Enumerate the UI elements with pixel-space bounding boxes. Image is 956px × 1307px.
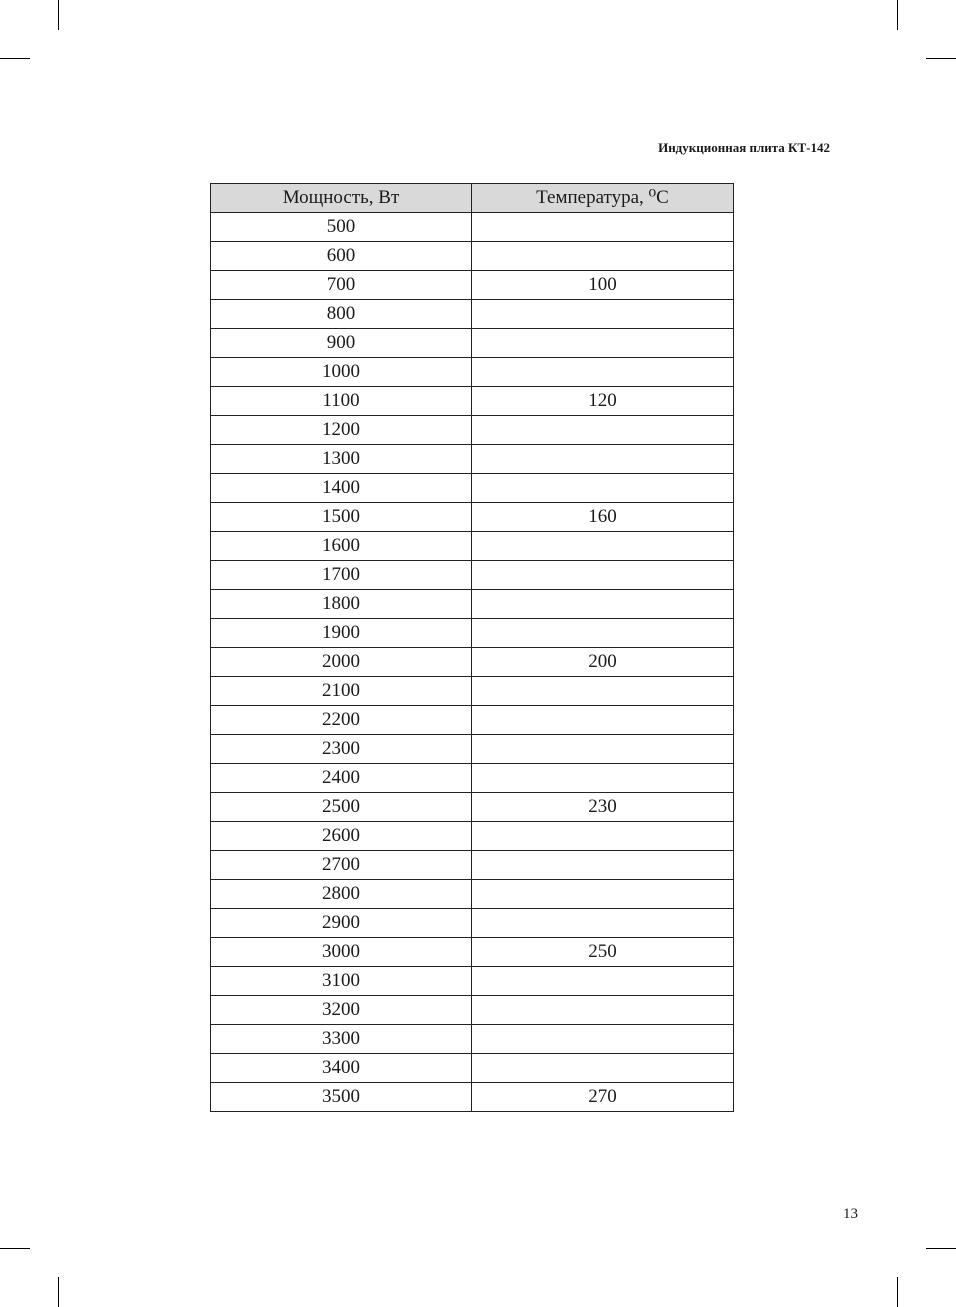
table-row bbox=[211, 1083, 734, 1112]
temperature-cell bbox=[472, 474, 734, 503]
temperature-cell bbox=[472, 561, 734, 590]
crop-mark bbox=[58, 0, 59, 30]
power-cell: 2700 bbox=[211, 851, 472, 880]
power-cell: 600 bbox=[211, 242, 472, 271]
temperature-cell bbox=[472, 358, 734, 387]
power-cell: 2400 bbox=[211, 764, 472, 793]
power-cell: 1300 bbox=[211, 445, 472, 474]
temperature-cell bbox=[472, 706, 734, 735]
power-cell: 2600 bbox=[211, 822, 472, 851]
temperature-cell bbox=[472, 909, 734, 938]
temperature-cell bbox=[472, 300, 734, 329]
table-row bbox=[211, 648, 734, 677]
table-row bbox=[211, 735, 734, 764]
table-row bbox=[211, 532, 734, 561]
table-row bbox=[211, 300, 734, 329]
temperature-cell: 230 bbox=[472, 793, 734, 822]
power-cell: 3000 bbox=[211, 938, 472, 967]
crop-mark bbox=[897, 1277, 898, 1307]
power-cell: 1500 bbox=[211, 503, 472, 532]
temperature-cell bbox=[472, 851, 734, 880]
temperature-cell bbox=[472, 996, 734, 1025]
table-row bbox=[211, 561, 734, 590]
temperature-cell bbox=[472, 532, 734, 561]
power-cell: 2100 bbox=[211, 677, 472, 706]
table-row bbox=[211, 358, 734, 387]
table-row bbox=[211, 1054, 734, 1083]
temperature-cell bbox=[472, 242, 734, 271]
power-cell: 1200 bbox=[211, 416, 472, 445]
temperature-cell: 120 bbox=[472, 387, 734, 416]
power-cell: 900 bbox=[211, 329, 472, 358]
temperature-cell bbox=[472, 1025, 734, 1054]
table-header-row bbox=[211, 184, 734, 213]
power-cell: 2000 bbox=[211, 648, 472, 677]
power-cell: 3500 bbox=[211, 1083, 472, 1112]
table-row bbox=[211, 213, 734, 242]
table-row bbox=[211, 822, 734, 851]
temperature-cell: 160 bbox=[472, 503, 734, 532]
table-row bbox=[211, 909, 734, 938]
table-row bbox=[211, 1025, 734, 1054]
power-cell: 2800 bbox=[211, 880, 472, 909]
power-cell: 1800 bbox=[211, 590, 472, 619]
temperature-cell: 270 bbox=[472, 1083, 734, 1112]
temperature-cell bbox=[472, 880, 734, 909]
page-number: 13 bbox=[843, 1206, 858, 1222]
power-cell: 2300 bbox=[211, 735, 472, 764]
power-cell: 3400 bbox=[211, 1054, 472, 1083]
crop-mark bbox=[0, 1248, 30, 1249]
power-cell: 1700 bbox=[211, 561, 472, 590]
crop-mark bbox=[58, 1277, 59, 1307]
power-cell: 1000 bbox=[211, 358, 472, 387]
table-row bbox=[211, 851, 734, 880]
temperature-cell: 250 bbox=[472, 938, 734, 967]
column-header-power: Мощность, Вт bbox=[211, 184, 472, 213]
table-row bbox=[211, 271, 734, 300]
temperature-cell bbox=[472, 1054, 734, 1083]
table-row bbox=[211, 590, 734, 619]
power-cell: 1600 bbox=[211, 532, 472, 561]
temperature-cell: 100 bbox=[472, 271, 734, 300]
table-row bbox=[211, 474, 734, 503]
power-cell: 3200 bbox=[211, 996, 472, 1025]
table-row bbox=[211, 416, 734, 445]
table-row bbox=[211, 242, 734, 271]
power-cell: 1400 bbox=[211, 474, 472, 503]
table-row bbox=[211, 329, 734, 358]
power-cell: 800 bbox=[211, 300, 472, 329]
power-cell: 2500 bbox=[211, 793, 472, 822]
temperature-cell bbox=[472, 735, 734, 764]
crop-mark bbox=[926, 58, 956, 59]
table-row bbox=[211, 793, 734, 822]
column-header-temperature: Температура, ⁰С bbox=[472, 184, 734, 213]
power-cell: 1100 bbox=[211, 387, 472, 416]
power-temperature-table bbox=[210, 183, 734, 1112]
table-row bbox=[211, 996, 734, 1025]
power-cell: 3100 bbox=[211, 967, 472, 996]
crop-mark bbox=[897, 0, 898, 30]
crop-mark bbox=[0, 58, 30, 59]
table-row bbox=[211, 619, 734, 648]
power-cell: 500 bbox=[211, 213, 472, 242]
temperature-cell bbox=[472, 590, 734, 619]
temperature-cell bbox=[472, 213, 734, 242]
table-row bbox=[211, 967, 734, 996]
temperature-cell: 200 bbox=[472, 648, 734, 677]
temperature-cell bbox=[472, 677, 734, 706]
power-cell: 2900 bbox=[211, 909, 472, 938]
table-body bbox=[211, 213, 734, 1112]
crop-mark bbox=[926, 1248, 956, 1249]
table-row bbox=[211, 764, 734, 793]
temperature-cell bbox=[472, 416, 734, 445]
temperature-cell bbox=[472, 329, 734, 358]
temperature-cell bbox=[472, 764, 734, 793]
table-row bbox=[211, 706, 734, 735]
running-header: Индукционная плита КТ-142 bbox=[658, 140, 830, 155]
power-cell: 1900 bbox=[211, 619, 472, 648]
power-cell: 700 bbox=[211, 271, 472, 300]
table-row bbox=[211, 503, 734, 532]
table-row bbox=[211, 880, 734, 909]
temperature-cell bbox=[472, 967, 734, 996]
table-row bbox=[211, 387, 734, 416]
temperature-cell bbox=[472, 822, 734, 851]
temperature-cell bbox=[472, 445, 734, 474]
temperature-cell bbox=[472, 619, 734, 648]
table-row bbox=[211, 677, 734, 706]
table-row bbox=[211, 938, 734, 967]
power-cell: 2200 bbox=[211, 706, 472, 735]
power-cell: 3300 bbox=[211, 1025, 472, 1054]
table-row bbox=[211, 445, 734, 474]
